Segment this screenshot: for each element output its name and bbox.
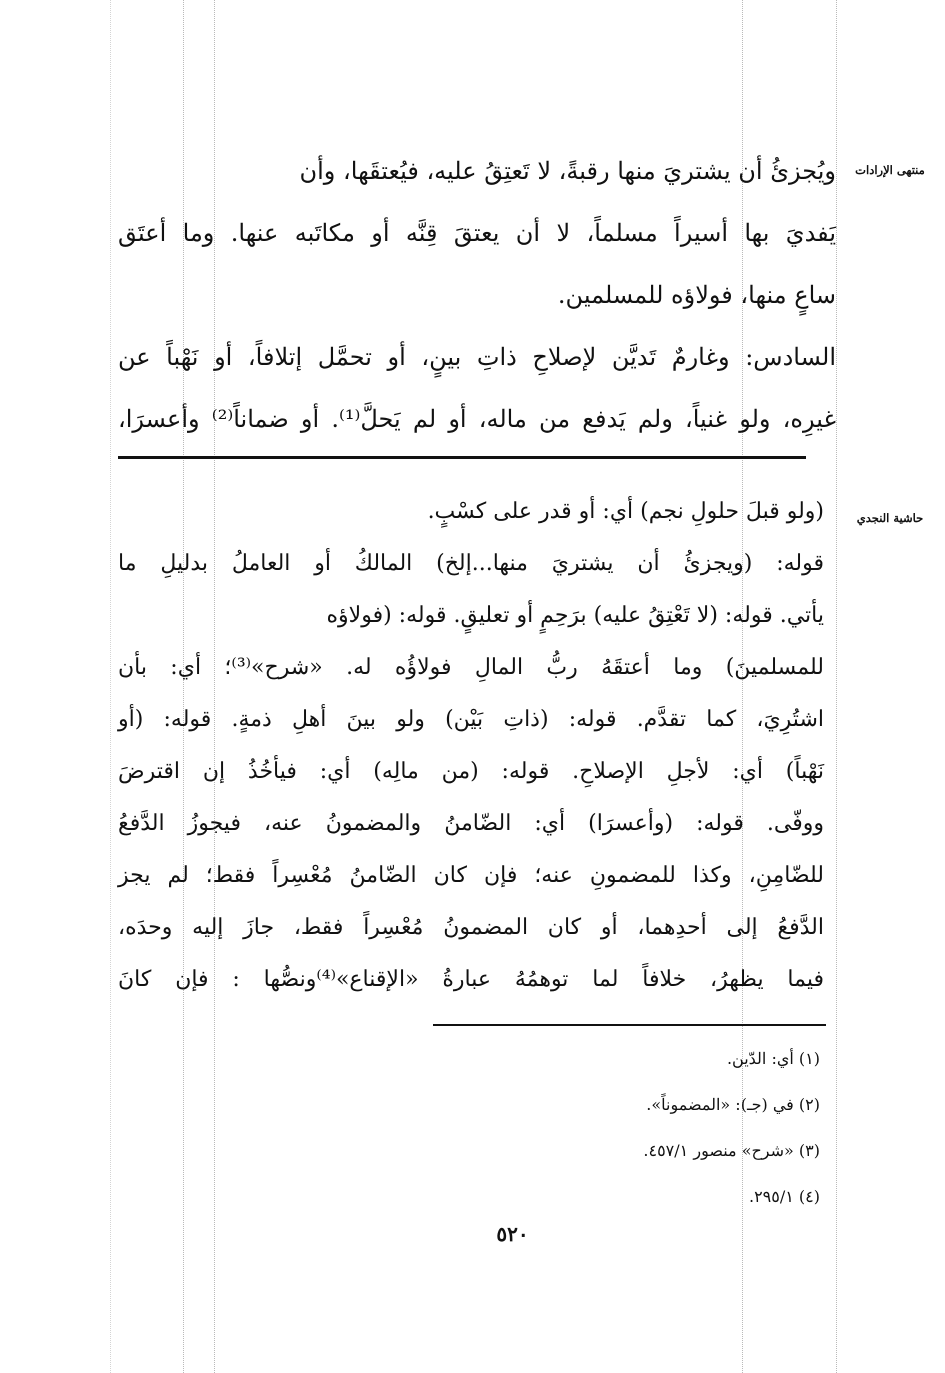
- scan-guide-line: [110, 0, 111, 1373]
- footnote: (٣) «شرح» منصور ٤٥٧/١.: [643, 1141, 820, 1160]
- main-text: [118, 140, 836, 450]
- footnotes: [400, 1036, 820, 1220]
- commentary-line: الدَّفعُ إلى أحدِهما، أو كان المضمونُ مُعْسِراً فقط، جازَ إليه وحدَه،: [118, 915, 824, 940]
- commentary-text: [118, 486, 824, 1006]
- page-number: ٥٢٠: [496, 1222, 529, 1246]
- commentary-line: للمسلمينَ) وما أعتقَهُ ربُّ المالِ فولاؤُه له. «شرح»⁽³⁾؛ أي: بأن: [117, 655, 824, 680]
- main-text-line: ويُجزئُ أن يشتريَ منها رقبةً، لا تَعتِقُ عليه، فيُعتقَها، وأن: [299, 157, 836, 185]
- main-text-line: السادس: وغارمٌ تَديَّن لإصلاحِ ذاتِ بينٍ، أو تحمَّل إتلافاً، أو نَهْباً عن: [118, 343, 836, 371]
- side-label-commentary: حاشية النجدي: [856, 511, 924, 525]
- commentary-line: اشتُرِيَ، كما تقدَّم. قوله: (ذاتِ بَيْن) ولو بينَ أهلِ ذمةٍ. قوله: (أو: [118, 707, 824, 732]
- scan-guide-line: [836, 0, 837, 1373]
- commentary-line: فيما يظهرُ، خلافاً لما توهمُهُ عبارةُ «الإقناع»⁽⁴⁾ونصُّها : فإن كانَ: [118, 967, 824, 992]
- footnote: (١) أي: الدّين.: [726, 1049, 820, 1068]
- main-text-line: غيرِه، ولو غنياً، ولم يَدفع من ماله، أو لم يَحلَّ⁽¹⁾. أو ضماناً⁽²⁾ وأعسرَا،: [117, 405, 836, 433]
- commentary-line: يأتي. قوله: (لا تَعْتِقُ عليه) برَحِمٍ أو تعليقٍ. قوله: (فولاؤه: [326, 603, 824, 628]
- commentary-line: (ولو قبلَ حلولِ نجم) أي: أو قدر على كسْبٍ.: [427, 499, 824, 524]
- footnote: (٢) في (جـ): «المضموناً».: [646, 1095, 820, 1114]
- commentary-line: ووفّى. قوله: (وأعسرَا) أي: الضّامنُ والمضمونُ عنه، فيجوزُ الدَّفعُ: [118, 811, 824, 836]
- commentary-line: نَهْباً) أي: لأجلِ الإصلاحِ. قوله: (من مالِه) أي: فيأخُذُ إن اقترضَ: [118, 759, 824, 784]
- main-text-line: يَفديَ بها أسيراً مسلماً، لا أن يعتقَ قِنَّه أو مكاتَبه عنها. وما أعتَق: [118, 219, 836, 247]
- footnotes-divider: [433, 1024, 826, 1026]
- commentary-line: للضّامِنِ، وكذا للمضمونِ عنه؛ فإن كان الضّامنُ مُعْسِراً فقط؛ لم يجز: [118, 863, 824, 888]
- footnote: (٤) ٢٩٥/١.: [748, 1187, 820, 1206]
- side-label-main-text: منتهى الإرادات: [855, 163, 925, 177]
- main-text-divider: [118, 456, 806, 459]
- commentary-line: قوله: (ويجزئُ أن يشتريَ منها...إلخ) المالكُ أو العاملُ بدليلِ ما: [118, 551, 824, 576]
- main-text-line: ساعٍ منها، فولاؤه للمسلمين.: [557, 281, 836, 309]
